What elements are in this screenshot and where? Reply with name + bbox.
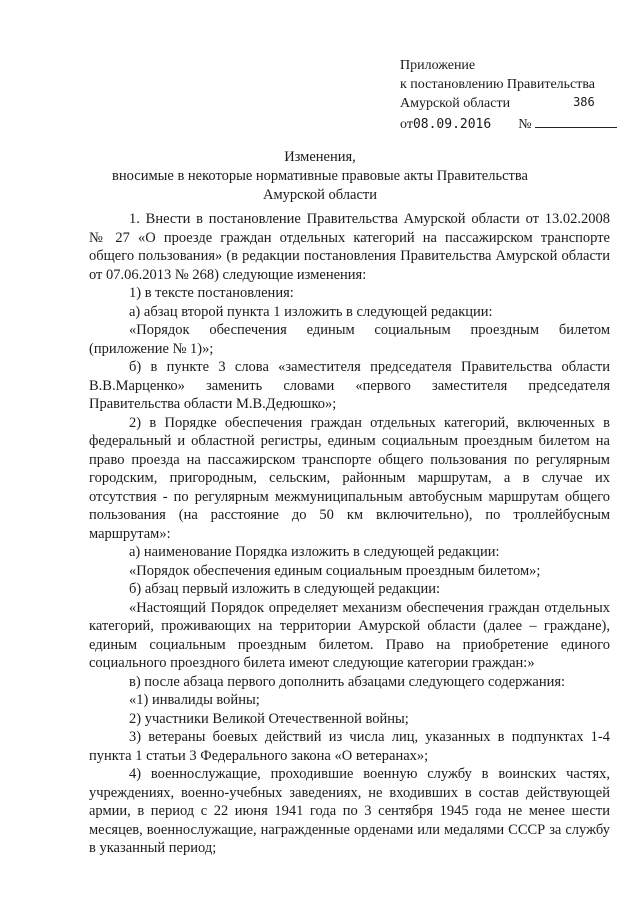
document-body bbox=[89, 210, 610, 858]
number-field bbox=[535, 95, 617, 128]
appendix-region: Амурской области bbox=[400, 96, 511, 111]
paragraph: 1) в тексте постановления: bbox=[129, 285, 294, 301]
paragraph: «1) инвалиды войны; bbox=[129, 692, 260, 708]
paragraph: б) в пункте 3 слова «заместителя председателя Правительства области В.В.Марценко» заменить словами «первого заместителя председателя Правительства области М.В.Дедюшко»; bbox=[89, 359, 610, 412]
paragraph: «Порядок обеспечения единым социальным проездным билетом (приложение № 1)»; bbox=[89, 322, 610, 357]
paragraph: «Порядок обеспечения единым социальным проездным билетом»; bbox=[129, 562, 541, 579]
document-title bbox=[0, 148, 640, 205]
paragraph: а) абзац второй пункта 1 изложить в следующей редакции: bbox=[129, 303, 493, 320]
number-sign: № bbox=[518, 117, 532, 132]
appendix-label: Приложение bbox=[400, 58, 476, 73]
appendix-resolution-ref: к постановлению Правительства bbox=[400, 77, 596, 92]
paragraph: б) абзац первый изложить в следующей редакции: bbox=[129, 581, 441, 597]
resolution-number: 386 bbox=[573, 95, 595, 109]
paragraph: 2) участники Великой Отечественной войны; bbox=[129, 710, 409, 727]
title-line-2: вносимые в некоторые нормативные правовые акты Правительства bbox=[112, 168, 528, 184]
paragraph: 1. Внести в постановление Правительства Амурской области от 13.02.2008 № 27 «О проезде граждан отдельных категорий на пассажирском транспорте общего пользования» (в редакции постановления Правительства Амурской области от 07.06.2013 № 268) следующие изменения: bbox=[89, 211, 610, 283]
title-line-1: Изменения, bbox=[284, 149, 356, 165]
appendix-header bbox=[400, 56, 630, 134]
paragraph: 3) ветераны боевых действий из числа лиц, указанных в подпунктах 1-4 пункта 1 статьи 3 Федерального закона «О ветеранах»; bbox=[89, 729, 610, 764]
paragraph: 4) военнослужащие, проходившие военную службу в воинских частях, учреждениях, военно-учебных заведениях, не входивших в состав действующей армии, в период с 22 июня 1941 года по 3 сентября 1945 года не менее шести месяцев, военнослужащие, награжденные орденами или медалями СССР за службу в указанный период; bbox=[89, 766, 610, 856]
paragraph: в) после абзаца первого дополнить абзацами следующего содержания: bbox=[129, 673, 566, 690]
title-line-3: Амурской области bbox=[263, 187, 377, 203]
date-prefix: от bbox=[400, 117, 413, 132]
paragraph: а) наименование Порядка изложить в следующей редакции: bbox=[129, 544, 500, 560]
paragraph: «Настоящий Порядок определяет механизм обеспечения граждан отдельных категорий, проживающих на территории Амурской области (далее – граждане), единым социальным проездным билетом. Право на приобретение единого социального проездного билета имеют следующие категории граждан:» bbox=[89, 599, 610, 671]
paragraph: 2) в Порядке обеспечения граждан отдельных категорий, включенных в федеральный и областной регистры, единым социальным проездным билетом на право проезда на пассажирском транспорте общего пользования по регулярным городским, пригородным, сельским, районным маршрутам, а в случае их отсутствия - по регулярным межмуниципальным автобусным маршрутам общего пользования (на расстояние до 50 км включительно), по троллейбусным маршрутам»: bbox=[89, 414, 610, 542]
resolution-date: 08.09.2016 bbox=[412, 117, 492, 132]
